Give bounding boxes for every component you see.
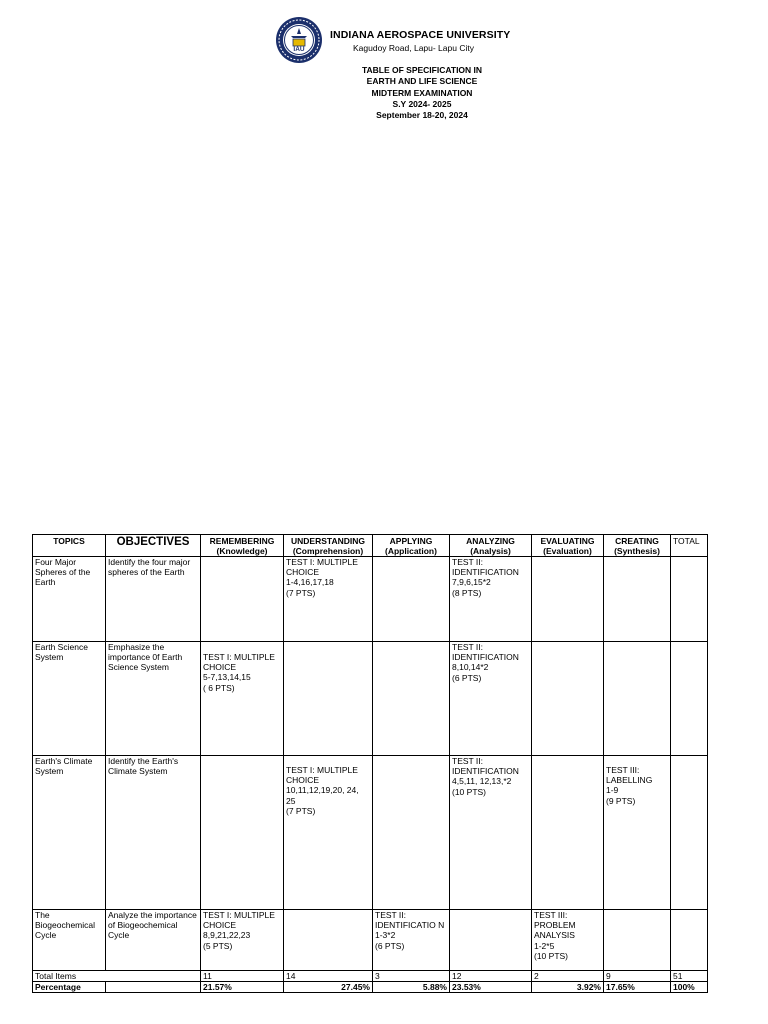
remembering-cell — [201, 756, 284, 910]
table-row — [33, 910, 708, 971]
header-row — [33, 535, 708, 557]
col-header-analyzing: ANALYZING (Analysis) — [450, 535, 532, 557]
remembering-cell: TEST I: MULTIPLE CHOICE 8,9,21,22,23 (5 PTS) — [201, 910, 284, 971]
col-header-creating: CREATING (Synthesis) — [604, 535, 671, 557]
percentage-remembering: 21.57% — [201, 982, 284, 993]
analyzing-cell: TEST II: IDENTIFICATION 4,5,11, 12,13,*2 (10 PTS) — [450, 756, 532, 910]
col-header-total: TOTAL — [671, 535, 708, 557]
university-seal-logo — [275, 16, 323, 64]
title-line: EARTH AND LIFE SCIENCE — [366, 76, 478, 87]
percentage-total: 100% — [671, 982, 708, 993]
col-header-understanding: UNDERSTANDING (Comprehension) — [284, 535, 373, 557]
topic-cell: Four Major Spheres of the Earth — [33, 557, 106, 642]
objective-cell: Analyze the importance of Biogeochemical Cycle — [106, 910, 201, 971]
applying-cell — [373, 642, 450, 756]
percentage-evaluating: 3.92% — [532, 982, 604, 993]
total-cell — [671, 756, 708, 910]
evaluating-cell — [532, 756, 604, 910]
percentage-analyzing: 23.53% — [450, 982, 532, 993]
understanding-cell — [284, 910, 373, 971]
col-header-remembering: REMEMBERING (Knowledge) — [201, 535, 284, 557]
total-items-total: 51 — [671, 971, 708, 982]
applying-cell — [373, 557, 450, 642]
title-line: S.Y 2024- 2025 — [392, 98, 452, 109]
topic-cell: Earth Science System — [33, 642, 106, 756]
creating-cell — [604, 557, 671, 642]
remembering-cell: TEST I: MULTIPLE CHOICE 5-7,13,14,15 ( 6 PTS) — [201, 642, 284, 756]
total-cell — [671, 557, 708, 642]
objective-cell: Emphasize the importance 0f Earth Science System — [106, 642, 201, 756]
percentage-objective-empty — [106, 982, 201, 993]
title-line: TABLE OF SPECIFICATION IN — [361, 65, 483, 75]
percentage-row — [33, 982, 708, 993]
col-header-objectives: OBJECTIVES — [106, 535, 201, 557]
topic-cell: The Biogeochemical Cycle — [33, 910, 106, 971]
percentage-creating: 17.65% — [604, 982, 671, 993]
svg-text:IAU: IAU — [293, 46, 305, 53]
title-line: September 18-20, 2024 — [376, 110, 468, 121]
percentage-label: Percentage — [33, 982, 106, 993]
creating-cell — [604, 642, 671, 756]
total-items-creating: 9 — [604, 971, 671, 982]
total-items-remembering: 11 — [201, 971, 284, 982]
total-cell — [671, 642, 708, 756]
total-items-row — [33, 971, 708, 982]
applying-cell — [373, 756, 450, 910]
understanding-cell: TEST I: MULTIPLE CHOICE 10,11,12,19,20, 24, 25 (7 PTS) — [284, 756, 373, 910]
evaluating-cell: TEST III: PROBLEM ANALYSIS 1-2*5 (10 PTS) — [532, 910, 604, 971]
document-header — [0, 14, 768, 124]
remembering-cell — [201, 557, 284, 642]
objective-cell: Identify the Earth's Climate System — [106, 756, 201, 910]
applying-cell: TEST II: IDENTIFICATIO N 1-3*2 (6 PTS) — [373, 910, 450, 971]
understanding-cell: TEST I: MULTIPLE CHOICE 1-4,16,17,18 (7 PTS) — [284, 557, 373, 642]
understanding-cell — [284, 642, 373, 756]
percentage-applying: 5.88% — [373, 982, 450, 993]
creating-cell — [604, 910, 671, 971]
col-header-applying: APPLYING (Application) — [373, 535, 450, 557]
university-address: Kagudoy Road, Lapu- Lapu City — [353, 43, 474, 53]
document-title — [322, 65, 522, 121]
percentage-understanding: 27.45% — [284, 982, 373, 993]
evaluating-cell — [532, 557, 604, 642]
evaluating-cell — [532, 642, 604, 756]
analyzing-cell: TEST II: IDENTIFICATION 7,9,6,15*2 (8 PTS) — [450, 557, 532, 642]
topic-cell: Earth's Climate System — [33, 756, 106, 910]
total-items-applying: 3 — [373, 971, 450, 982]
creating-cell: TEST III: LABELLING 1-9 (9 PTS) — [604, 756, 671, 910]
specification-table — [32, 534, 708, 993]
title-line: MIDTERM EXAMINATION — [371, 87, 473, 98]
table-row — [33, 642, 708, 756]
total-cell — [671, 910, 708, 971]
table-row — [33, 756, 708, 910]
analyzing-cell — [450, 910, 532, 971]
university-name: INDIANA AEROSPACE UNIVERSITY — [330, 29, 511, 41]
analyzing-cell: TEST II: IDENTIFICATION 8,10,14*2 (6 PTS) — [450, 642, 532, 756]
total-items-label: Total Items — [33, 971, 201, 982]
total-items-understanding: 14 — [284, 971, 373, 982]
col-header-evaluating: EVALUATING (Evaluation) — [532, 535, 604, 557]
objective-cell: Identify the four major spheres of the Earth — [106, 557, 201, 642]
col-header-topics: TOPICS — [33, 535, 106, 557]
table-row — [33, 557, 708, 642]
total-items-analyzing: 12 — [450, 971, 532, 982]
total-items-evaluating: 2 — [532, 971, 604, 982]
